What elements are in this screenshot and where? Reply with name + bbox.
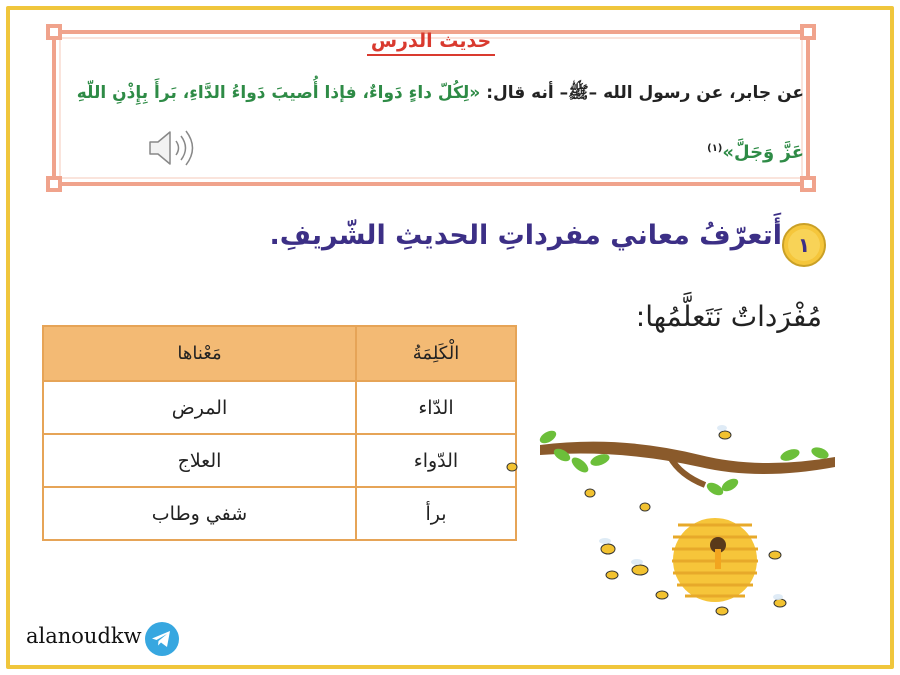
beehive-illustration — [500, 415, 840, 625]
word-cell: الدّواء — [356, 434, 516, 487]
column-header-word: الْكَلِمَةُ — [356, 326, 516, 381]
telegram-icon[interactable] — [144, 621, 180, 657]
hadith-intro: عن جابر، عن رسول الله –ﷺ– أنه قال: — [480, 83, 804, 103]
column-header-meaning: مَعْناها — [43, 326, 356, 381]
table-row — [43, 381, 516, 434]
section-title: أَتعرّفُ معاني مفرداتِ الحديثِ الشّريفِ. — [269, 220, 782, 251]
hadith-title: حديث الدرس — [46, 30, 816, 52]
speaker-icon[interactable] — [146, 126, 198, 170]
hadith-box — [46, 24, 816, 192]
section-number: ١ — [797, 233, 811, 257]
hadith-line-2 — [707, 142, 804, 163]
word-cell: برأ — [356, 487, 516, 540]
meaning-cell: شفي وطاب — [43, 487, 356, 540]
hadith-text-part2: عَزَّ وَجَلَّ» — [722, 142, 804, 163]
hadith-line-1 — [77, 82, 804, 107]
vocab-heading: مُفْرَداتٌ نَتَعلَّمُها: — [635, 300, 822, 333]
hadith-footnote: (١) — [707, 143, 723, 154]
meaning-cell: المرض — [43, 381, 356, 434]
section-number-badge — [781, 222, 827, 268]
footer-brand: alanoudkw — [26, 624, 142, 648]
hadith-text-part1: «لِكُلّ داءٍ دَواءٌ، فإذا أُصيبَ دَواءُ الدَّاءِ، بَرأَ بِإِذْنِ اللّهِ — [76, 83, 481, 103]
word-cell: الدّاء — [356, 381, 516, 434]
vocab-table — [42, 325, 517, 541]
table-row — [43, 487, 516, 540]
table-header-row — [43, 326, 516, 381]
table-row — [43, 434, 516, 487]
meaning-cell: العلاج — [43, 434, 356, 487]
